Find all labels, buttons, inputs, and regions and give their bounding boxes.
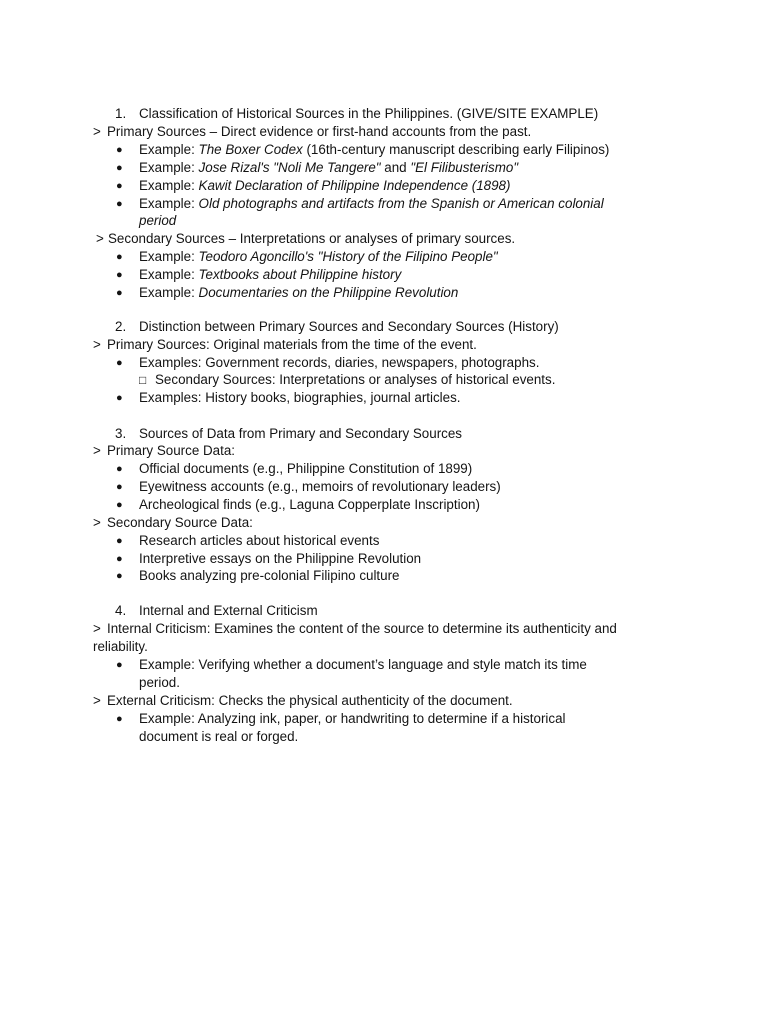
secondary-data-text: Secondary Source Data: xyxy=(107,515,253,530)
section-title: Internal and External Criticism xyxy=(139,603,318,618)
internal-criticism-text: Internal Criticism: Examines the content of the source to determine its authenticity and xyxy=(107,621,617,636)
bullet-icon: ● xyxy=(116,463,123,475)
example-title: Documentaries on the Philippine Revolution xyxy=(198,285,459,300)
section-title: Classification of Historical Sources in the Philippines. (GIVE/SITE EXAMPLE) xyxy=(139,106,599,121)
bullet-icon: ● xyxy=(116,392,123,404)
example-title: Old photographs and artifacts from the Spanish or American colonial xyxy=(198,196,604,211)
section-number: 4. xyxy=(115,603,127,618)
bullet-icon: ● xyxy=(116,180,123,192)
bullet-icon: ● xyxy=(116,269,123,281)
example-prefix: Example: xyxy=(139,267,199,282)
example-prefix: Example: xyxy=(139,178,199,193)
arrow-marker: > xyxy=(93,693,101,708)
list-item-text: Eyewitness accounts (e.g., memoirs of revolutionary leaders) xyxy=(139,479,501,494)
arrow-marker: > xyxy=(96,231,104,246)
bullet-icon: ● xyxy=(116,198,123,210)
bullet-icon: ● xyxy=(116,713,123,725)
example-text-cont: document is real or forged. xyxy=(139,729,299,744)
section-title: Distinction between Primary Sources and Secondary Sources (History) xyxy=(139,319,559,334)
examples-text: Examples: Government records, diaries, newspapers, photographs. xyxy=(139,355,540,370)
bullet-icon: ● xyxy=(116,357,123,369)
primary-sources-text: Primary Sources – Direct evidence or first-hand accounts from the past. xyxy=(107,124,532,139)
bullet-icon: ● xyxy=(116,499,123,511)
arrow-marker: > xyxy=(93,621,101,636)
example-prefix: Example: xyxy=(139,196,199,211)
example-detail: (16th-century manuscript describing early Filipinos) xyxy=(302,142,610,157)
arrow-marker: > xyxy=(93,515,101,530)
example-title: Teodoro Agoncillo's "History of the Filipino People" xyxy=(198,249,498,264)
example-connector: and xyxy=(380,160,411,175)
example-text: Example: Verifying whether a document’s language and style match its time xyxy=(139,657,587,672)
external-criticism-text: External Criticism: Checks the physical authenticity of the document. xyxy=(107,693,513,708)
bullet-icon: ● xyxy=(116,144,123,156)
bullet-icon: ● xyxy=(116,162,123,174)
example-title-continuation: period xyxy=(139,213,177,228)
primary-sources-text: Primary Sources: Original materials from the time of the event. xyxy=(107,337,477,352)
arrow-marker: > xyxy=(93,124,101,139)
example-title: Jose Rizal's "Noli Me Tangere" xyxy=(198,160,381,175)
bullet-icon: ● xyxy=(116,570,123,582)
example-prefix: Example: xyxy=(139,249,199,264)
example-title: The Boxer Codex xyxy=(198,142,303,157)
example-prefix: Example: xyxy=(139,142,199,157)
examples-text: Examples: History books, biographies, journal articles. xyxy=(139,390,461,405)
arrow-marker: > xyxy=(93,443,101,458)
example-prefix: Example: xyxy=(139,160,199,175)
arrow-marker: > xyxy=(93,337,101,352)
primary-data-text: Primary Source Data: xyxy=(107,443,235,458)
list-item-text: Official documents (e.g., Philippine Constitution of 1899) xyxy=(139,461,473,476)
example-text: Example: Analyzing ink, paper, or handwriting to determine if a historical xyxy=(139,711,566,726)
missing-glyph-box-icon: □ xyxy=(139,373,147,387)
example-title-2: "El Filibusterismo" xyxy=(410,160,519,175)
bullet-icon: ● xyxy=(116,659,123,671)
example-text-cont: period. xyxy=(139,675,180,690)
section-number: 2. xyxy=(115,319,127,334)
bullet-icon: ● xyxy=(116,251,123,263)
list-item-text: Interpretive essays on the Philippine Revolution xyxy=(139,551,422,566)
internal-criticism-text-cont: reliability. xyxy=(93,639,148,654)
list-item-text: Research articles about historical events xyxy=(139,533,380,548)
list-item-text: Books analyzing pre-colonial Filipino culture xyxy=(139,568,400,583)
bullet-icon: ● xyxy=(116,287,123,299)
example-title: Kawit Declaration of Philippine Independence (1898) xyxy=(198,178,511,193)
bullet-icon: ● xyxy=(116,553,123,565)
example-title: Textbooks about Philippine history xyxy=(198,267,402,282)
bullet-icon: ● xyxy=(116,481,123,493)
bullet-icon: ● xyxy=(116,535,123,547)
secondary-sources-text: Secondary Sources: Interpretations or analyses of historical events. xyxy=(155,372,556,387)
secondary-sources-text: Secondary Sources – Interpretations or analyses of primary sources. xyxy=(108,231,516,246)
section-title: Sources of Data from Primary and Secondary Sources xyxy=(139,426,463,441)
section-number: 3. xyxy=(115,426,127,441)
section-number: 1. xyxy=(115,106,127,121)
example-prefix: Example: xyxy=(139,285,199,300)
list-item-text: Archeological finds (e.g., Laguna Copperplate Inscription) xyxy=(139,497,480,512)
